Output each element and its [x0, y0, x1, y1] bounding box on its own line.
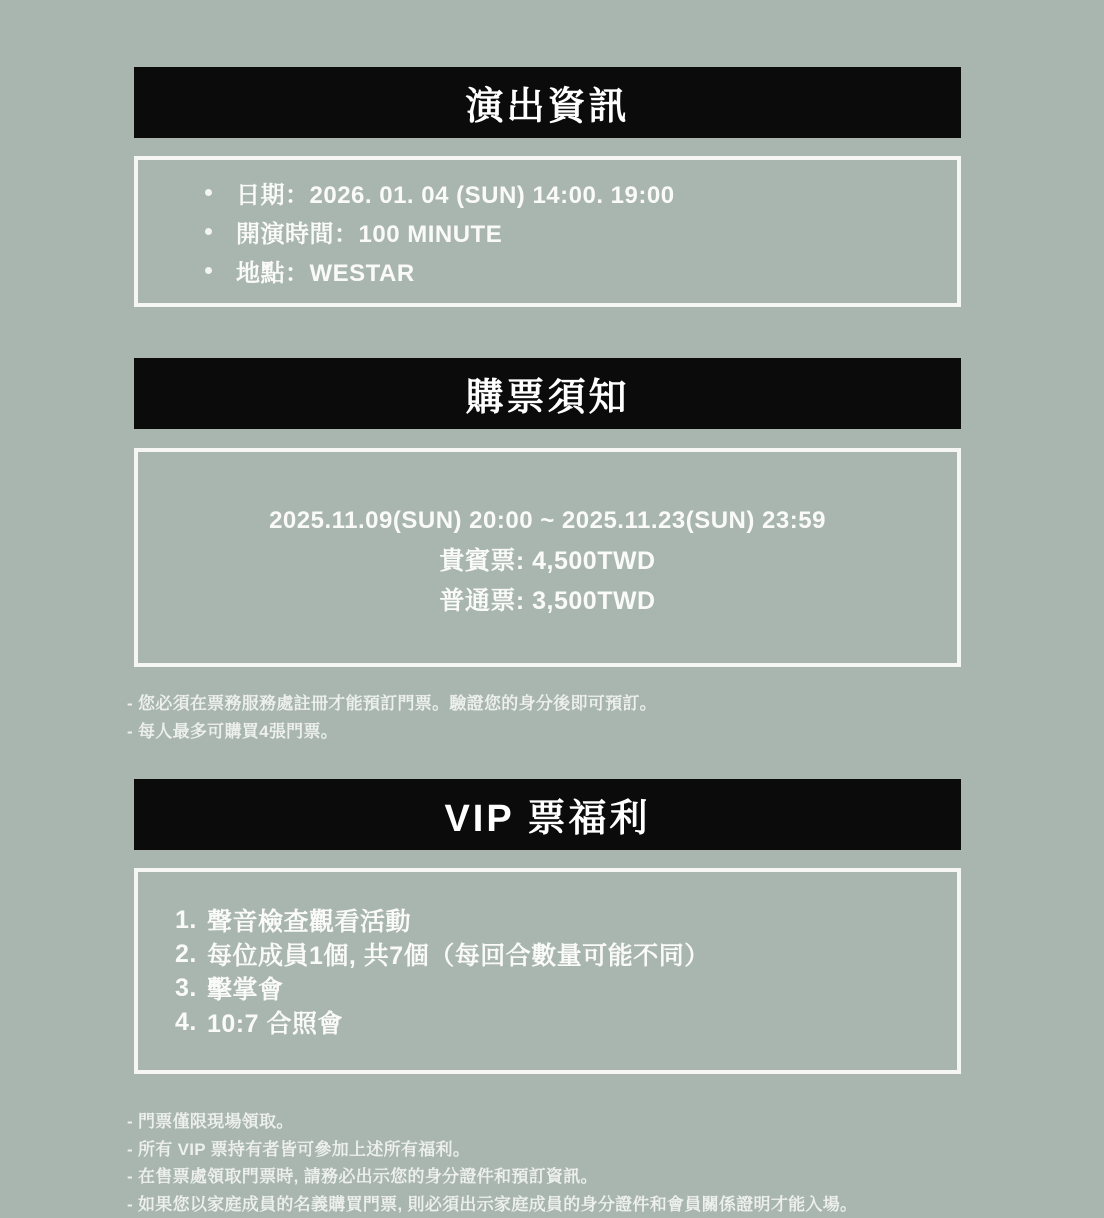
vip-benefit-item — [175, 903, 957, 937]
section-header-ticket-notice — [134, 358, 961, 429]
show-runtime-row — [205, 212, 957, 251]
vip-note: - 門票僅限現場領取。 — [127, 1108, 1077, 1136]
vip-benefits-box — [134, 868, 961, 1074]
show-runtime-text: 開演時間：100 MINUTE — [236, 214, 502, 249]
ticketing-note: - 每人最多可購買4張門票。 — [127, 718, 1077, 746]
section-title-ticket-notice: 購票須知 — [465, 366, 629, 421]
benefit-text: 擊掌會 — [207, 970, 284, 1006]
bullet-dot-icon — [205, 189, 212, 196]
sale-period-text: 2025.11.09(SUN) 20:00 ~ 2025.11.23(SUN) 23:59 — [269, 501, 826, 541]
vip-benefit-item — [175, 1005, 957, 1039]
vip-price-text: 貴賓票: 4,500TWD — [439, 541, 655, 581]
ticket-sale-box — [134, 448, 961, 667]
vip-notes — [127, 1108, 1077, 1218]
bullet-dot-icon — [205, 267, 212, 274]
bullet-dot-icon — [205, 228, 212, 235]
show-date-text: 日期：2026. 01. 04 (SUN) 14:00. 19:00 — [236, 175, 675, 210]
show-venue-text: 地點：WESTAR — [236, 253, 415, 288]
benefit-number: 3. — [175, 974, 207, 1003]
show-venue-row — [205, 251, 957, 290]
vip-note: - 在售票處領取門票時, 請務必出示您的身分證件和預訂資訊。 — [127, 1163, 1077, 1191]
section-header-vip-benefits — [134, 779, 961, 850]
section-title-vip-benefits: VIP 票福利 — [444, 787, 650, 842]
benefit-number: 2. — [175, 940, 207, 969]
section-title-performance-info: 演出資訊 — [465, 75, 629, 130]
performance-info-box — [134, 156, 961, 307]
benefit-text: 聲音檢查觀看活動 — [207, 902, 411, 938]
ticketing-note: - 您必須在票務服務處註冊才能預訂門票。驗證您的身分後即可預訂。 — [127, 690, 1077, 718]
benefit-text: 每位成員1個, 共7個（每回合數量可能不同） — [207, 936, 710, 972]
vip-note: - 所有 VIP 票持有者皆可參加上述所有福利。 — [127, 1136, 1077, 1164]
vip-benefit-item — [175, 937, 957, 971]
benefit-number: 1. — [175, 906, 207, 935]
benefit-text: 10:7 合照會 — [207, 1004, 343, 1040]
show-date-row — [205, 173, 957, 212]
section-header-performance-info — [134, 67, 961, 138]
vip-benefit-item — [175, 971, 957, 1005]
ticketing-notes — [127, 690, 1077, 746]
regular-price-text: 普通票: 3,500TWD — [439, 581, 655, 621]
vip-note: - 如果您以家庭成員的名義購買門票, 則必須出示家庭成員的身分證件和會員關係證明才能入場。 — [127, 1191, 1077, 1218]
benefit-number: 4. — [175, 1008, 207, 1037]
